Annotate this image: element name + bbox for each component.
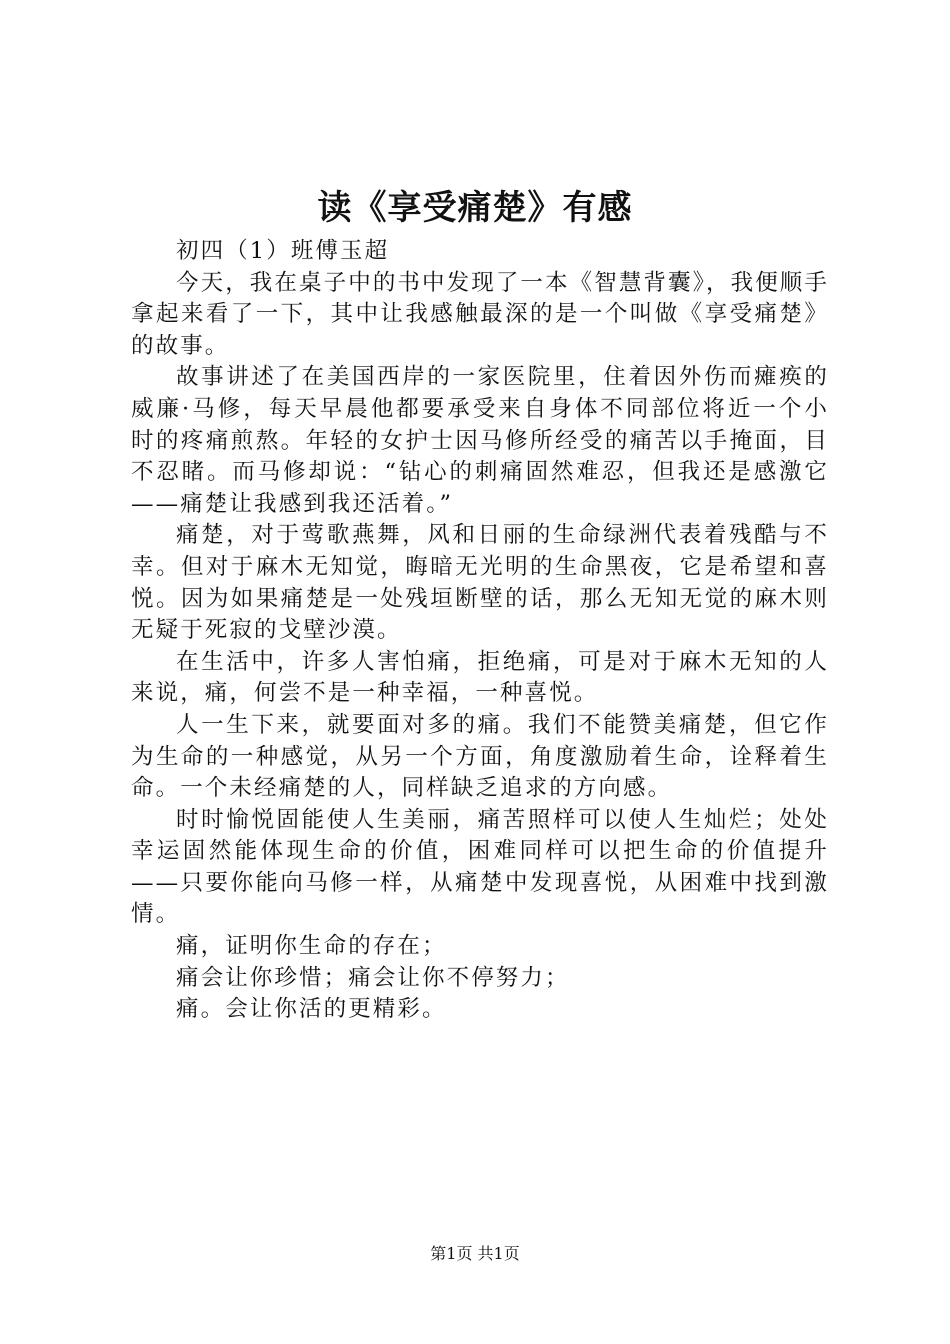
body-paragraph: 在生活中，许多人害怕痛，拒绝痛，可是对于麻木无知的人来说，痛，何尝不是一种幸福，一种喜悦。	[131, 648, 829, 707]
closing-line: 痛。会让你活的更精彩。	[176, 996, 447, 1023]
body-paragraph: 人一生下来，就要面对多的痛。我们不能赞美痛楚，但它作为生命的一种感觉，从另一个方面，角度激励着生命，诠释着生命。一个未经痛楚的人，同样缺乏追求的方向感。	[131, 711, 829, 802]
page-footer: 第1页 共1页	[430, 1244, 520, 1263]
closing-line: 痛会让你珍惜；痛会让你不停努力；	[176, 964, 570, 991]
document-body	[131, 236, 829, 1026]
body-paragraph: 今天，我在桌子中的书中发现了一本《智慧背囊》，我便顺手拿起来看了一下，其中让我感触最深的是一个叫做《享受痛楚》的故事。	[131, 269, 829, 359]
author-byline: 初四（1）班傅玉超	[176, 238, 390, 264]
body-paragraph: 故事讲述了在美国西岸的一家医院里，住着因外伤而瘫痪的威廉·马修，每天早晨他都要承受来自身体不同部位将近一个小时的疼痛煎熬。年轻的女护士因马修所经受的痛苦以手掩面，目不忍睹。而马修却说：“钻心的刺痛固然难忍，但我还是感激它——痛楚让我感到我还活着。”	[131, 364, 829, 517]
body-paragraph: 痛楚，对于莺歌燕舞，风和日丽的生命绿洲代表着残酷与不幸。但对于麻木无知觉，晦暗无光明的生命黑夜，它是希望和喜悦。因为如果痛楚是一处残垣断壁的话，那么无知无觉的麻木则无疑于死寂的戈壁沙漠。	[131, 522, 829, 644]
document-title: 读《享受痛楚》有感	[317, 188, 633, 228]
closing-line: 痛，证明你生命的存在；	[176, 933, 447, 960]
body-paragraph: 时时愉悦固能使人生美丽，痛苦照样可以使人生灿烂；处处幸运固然能体现生命的价值，困难同样可以把生命的价值提升——只要你能向马修一样，从痛楚中发现喜悦，从困难中找到激情。	[131, 806, 829, 928]
